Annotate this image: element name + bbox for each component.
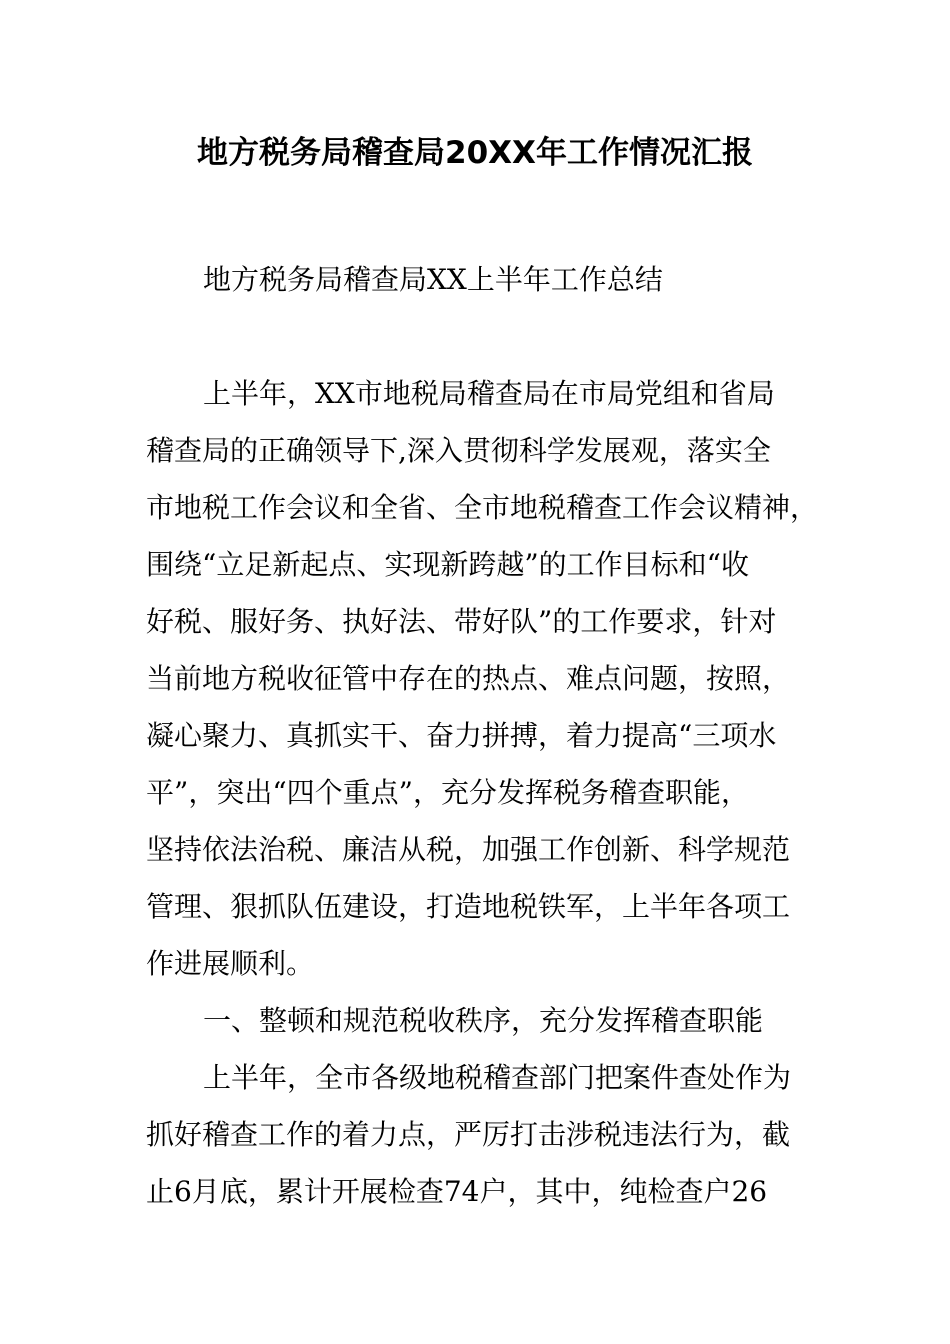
body-line: 止6月底，累计开展检查74户，其中，纯检查户26 [146,1175,768,1208]
body-line: 平”，突出“四个重点”，充分发挥税务稽查职能， [146,776,749,809]
body-line: 上半年，全市各级地税稽查部门把案件查处作为 [203,1061,792,1094]
body-line: 抓好稽查工作的着力点，严厉打击涉税违法行为，截 [146,1118,791,1151]
body-line: 上半年，XX市地税局稽查局在市局党组和省局 [203,377,775,410]
body-line: 好税、服好务、执好法、带好队”的工作要求，针对 [146,605,777,638]
body-line: 坚持依法治税、廉洁从税，加强工作创新、科学规范 [146,833,791,866]
body-line: 当前地方税收征管中存在的热点、难点问题，按照， [146,662,791,695]
body-line: 围绕“立足新起点、实现新跨越”的工作目标和“收 [146,548,749,581]
body-line: 稽查局的正确领导下,深入贯彻科学发展观，落实全 [146,434,771,467]
body-line: 管理、狠抓队伍建设，打造地税铁军，上半年各项工 [146,890,791,923]
body-line: 凝心聚力、真抓实干、奋力拼搏，着力提高“三项水 [146,719,777,752]
document-subtitle: 地方税务局稽查局XX上半年工作总结 [203,263,663,296]
section-heading: 一、整顿和规范税收秩序，充分发挥稽查职能 [203,1004,764,1037]
body-line: 市地税工作会议和全省、全市地税稽查工作会议精神， [146,491,819,524]
body-line: 作进展顺利。 [146,947,315,980]
document-title: 地方税务局稽查局20XX年工作情况汇报 [197,135,753,171]
